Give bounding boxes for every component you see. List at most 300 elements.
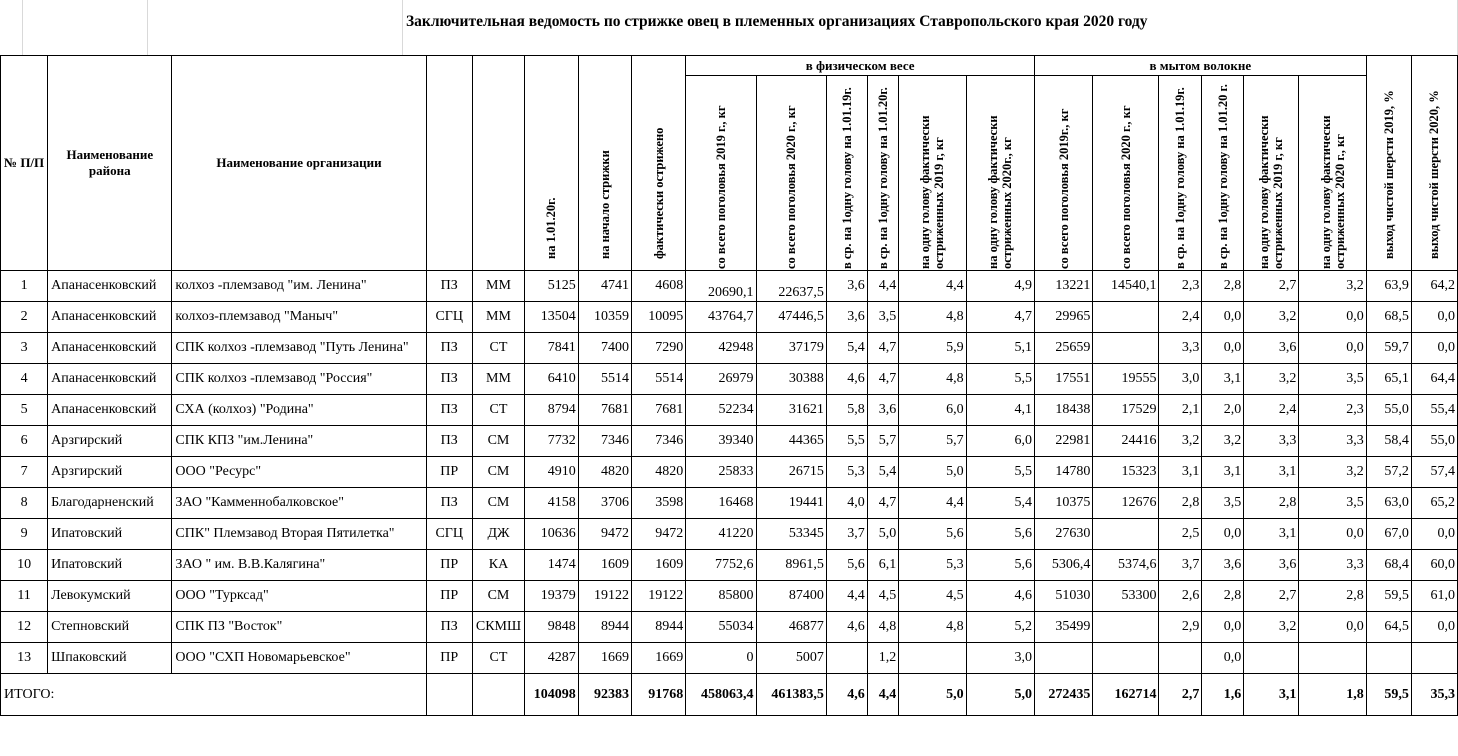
district-cell: Апанасенковский [48, 302, 172, 333]
breed-cell: ДЖ [472, 519, 524, 550]
phys-fact-2019-cell: 4,5 [899, 581, 966, 612]
phys-2019-cell: 16468 [686, 488, 756, 519]
sheared-cell: 8944 [632, 612, 686, 643]
table-row [1, 488, 1458, 519]
phys-avg-2020-cell: 1,2 [867, 643, 899, 674]
on-date-cell: 8794 [525, 395, 579, 426]
phys-fact-2019-cell: 4,8 [899, 612, 966, 643]
type-cell: ПЗ [426, 488, 472, 519]
washed-2020-cell [1093, 519, 1159, 550]
header-washed-5: на одну голову фактически остриженных 2019 г, кг [1244, 76, 1299, 271]
washed-avg-2020-cell: 0,0 [1202, 519, 1244, 550]
table-row [1, 612, 1458, 643]
phys-fact-2020-cell: 4,7 [966, 302, 1034, 333]
yield-2020-cell: 55,4 [1411, 395, 1457, 426]
type-cell: ПЗ [426, 271, 472, 302]
phys-avg-2019-cell: 4,6 [826, 612, 867, 643]
header-at-start: на начало стрижки [578, 56, 631, 271]
washed-avg-2019-cell: 2,1 [1159, 395, 1202, 426]
on-date-cell: 7732 [525, 426, 579, 457]
phys-2020-cell: 26715 [756, 457, 826, 488]
washed-avg-2020-cell: 3,6 [1202, 550, 1244, 581]
at-start-cell: 3706 [578, 488, 631, 519]
phys-2019-cell: 41220 [686, 519, 756, 550]
phys-2019-cell: 39340 [686, 426, 756, 457]
on-date-cell: 4910 [525, 457, 579, 488]
washed-fact-2020-cell: 3,5 [1299, 488, 1366, 519]
washed-2020-cell [1093, 612, 1159, 643]
district-cell: Апанасенковский [48, 364, 172, 395]
at-start-cell: 7346 [578, 426, 631, 457]
phys-2020-cell: 37179 [756, 333, 826, 364]
washed-2020-cell [1093, 333, 1159, 364]
washed-avg-2020-cell: 3,1 [1202, 457, 1244, 488]
at-start-cell: 19122 [578, 581, 631, 612]
header-number: № П/П [1, 56, 48, 271]
total-washed-fact-2020: 1,8 [1299, 674, 1366, 716]
sheared-cell: 5514 [632, 364, 686, 395]
row-number: 8 [1, 488, 48, 519]
yield-2020-cell: 61,0 [1411, 581, 1457, 612]
total-washed-2019: 272435 [1034, 674, 1092, 716]
yield-2019-cell: 57,2 [1366, 457, 1411, 488]
washed-avg-2020-cell: 2,0 [1202, 395, 1244, 426]
washed-avg-2019-cell: 3,2 [1159, 426, 1202, 457]
phys-2020-cell: 8961,5 [756, 550, 826, 581]
phys-avg-2020-cell: 4,7 [867, 333, 899, 364]
row-number: 2 [1, 302, 48, 333]
washed-2019-cell [1034, 643, 1092, 674]
yield-2019-cell: 67,0 [1366, 519, 1411, 550]
washed-2019-cell: 51030 [1034, 581, 1092, 612]
washed-avg-2020-cell: 0,0 [1202, 333, 1244, 364]
total-washed-avg-2020: 1,6 [1202, 674, 1244, 716]
washed-avg-2019-cell [1159, 643, 1202, 674]
row-number: 10 [1, 550, 48, 581]
phys-fact-2020-cell: 3,0 [966, 643, 1034, 674]
total-phys-avg-2020: 4,4 [867, 674, 899, 716]
total-washed-2020: 162714 [1093, 674, 1159, 716]
total-phys-avg-2019: 4,6 [826, 674, 867, 716]
row-number: 12 [1, 612, 48, 643]
phys-2019-cell: 52234 [686, 395, 756, 426]
type-cell: ПЗ [426, 426, 472, 457]
washed-fact-2019-cell: 3,1 [1244, 519, 1299, 550]
washed-avg-2019-cell: 2,8 [1159, 488, 1202, 519]
phys-2020-cell: 22637,5 [756, 271, 826, 302]
row-number: 3 [1, 333, 48, 364]
header-phys-2: со всего поголовья 2020 г., кг [756, 76, 826, 271]
phys-fact-2019-cell: 5,3 [899, 550, 966, 581]
phys-avg-2019-cell [826, 643, 867, 674]
row-number: 9 [1, 519, 48, 550]
organization-cell: колхоз-племзавод "Маныч" [172, 302, 426, 333]
washed-avg-2019-cell: 2,3 [1159, 271, 1202, 302]
washed-fact-2019-cell: 2,7 [1244, 271, 1299, 302]
sheared-cell: 7346 [632, 426, 686, 457]
total-empty-cell [426, 674, 472, 716]
washed-2020-cell: 17529 [1093, 395, 1159, 426]
washed-fact-2020-cell: 2,3 [1299, 395, 1366, 426]
sheared-cell: 4608 [632, 271, 686, 302]
washed-fact-2019-cell: 3,6 [1244, 550, 1299, 581]
total-phys-fact-2019: 5,0 [899, 674, 966, 716]
header-group-physical: в физическом весе [686, 56, 1035, 76]
header-washed-4: в ср. на 1одну голову на 1.01.20 г. [1202, 76, 1244, 271]
header-washed-2: со всего поголовья 2020 г., кг [1093, 76, 1159, 271]
header-breed [472, 56, 524, 271]
on-date-cell: 5125 [525, 271, 579, 302]
on-date-cell: 13504 [525, 302, 579, 333]
row-number: 6 [1, 426, 48, 457]
header-washed-3: в ср. на 1одну голову на 1.01.19г. [1159, 76, 1202, 271]
phys-fact-2019-cell: 4,4 [899, 271, 966, 302]
page-title: Заключительная ведомость по стрижке овец в племенных организациях Ставропольского края 2020 году [406, 13, 1148, 30]
washed-2020-cell: 12676 [1093, 488, 1159, 519]
on-date-cell: 1474 [525, 550, 579, 581]
phys-2020-cell: 53345 [756, 519, 826, 550]
washed-2020-cell: 19555 [1093, 364, 1159, 395]
yield-2019-cell: 68,4 [1366, 550, 1411, 581]
washed-2020-cell: 53300 [1093, 581, 1159, 612]
row-number: 7 [1, 457, 48, 488]
phys-avg-2020-cell: 4,7 [867, 488, 899, 519]
washed-2019-cell: 17551 [1034, 364, 1092, 395]
at-start-cell: 1669 [578, 643, 631, 674]
phys-2020-cell: 30388 [756, 364, 826, 395]
header-type [426, 56, 472, 271]
header-row-top [1, 56, 1458, 76]
phys-avg-2019-cell: 3,6 [826, 302, 867, 333]
washed-2020-cell [1093, 302, 1159, 333]
phys-fact-2019-cell [899, 643, 966, 674]
washed-2020-cell: 14540,1 [1093, 271, 1159, 302]
type-cell: СГЦ [426, 519, 472, 550]
breed-cell: СМ [472, 581, 524, 612]
phys-avg-2019-cell: 5,3 [826, 457, 867, 488]
phys-2020-cell: 5007 [756, 643, 826, 674]
table-row [1, 395, 1458, 426]
header-phys-6: на одну голову фактически остриженных 2020г., кг [966, 76, 1034, 271]
row-number: 11 [1, 581, 48, 612]
washed-avg-2020-cell: 0,0 [1202, 612, 1244, 643]
yield-2020-cell: 55,0 [1411, 426, 1457, 457]
washed-2019-cell: 18438 [1034, 395, 1092, 426]
table-row [1, 302, 1458, 333]
organization-cell: СПК колхоз -племзавод "Путь Ленина" [172, 333, 426, 364]
type-cell: ПЗ [426, 364, 472, 395]
breed-cell: СКМШ [472, 612, 524, 643]
washed-fact-2020-cell: 3,5 [1299, 364, 1366, 395]
washed-2019-cell: 10375 [1034, 488, 1092, 519]
district-cell: Апанасенковский [48, 271, 172, 302]
header-phys-1: со всего поголовья 2019 г., кг [686, 76, 756, 271]
phys-avg-2019-cell: 5,6 [826, 550, 867, 581]
district-cell: Апанасенковский [48, 395, 172, 426]
washed-avg-2019-cell: 2,6 [1159, 581, 1202, 612]
organization-cell: ООО "СХП Новомарьевское" [172, 643, 426, 674]
organization-cell: ООО "Ресурс" [172, 457, 426, 488]
yield-2019-cell: 63,9 [1366, 271, 1411, 302]
washed-2019-cell: 29965 [1034, 302, 1092, 333]
phys-avg-2020-cell: 4,7 [867, 364, 899, 395]
type-cell: ПР [426, 643, 472, 674]
on-date-cell: 4287 [525, 643, 579, 674]
sheared-cell: 3598 [632, 488, 686, 519]
washed-fact-2019-cell: 3,2 [1244, 612, 1299, 643]
total-at-start: 92383 [578, 674, 631, 716]
phys-fact-2019-cell: 5,6 [899, 519, 966, 550]
yield-2020-cell [1411, 643, 1457, 674]
breed-cell: СМ [472, 457, 524, 488]
type-cell: ПР [426, 457, 472, 488]
phys-2019-cell: 26979 [686, 364, 756, 395]
washed-avg-2020-cell: 3,1 [1202, 364, 1244, 395]
yield-2020-cell: 0,0 [1411, 302, 1457, 333]
table-row [1, 364, 1458, 395]
breed-cell: СМ [472, 488, 524, 519]
yield-2019-cell: 58,4 [1366, 426, 1411, 457]
total-row [1, 674, 1458, 716]
phys-2019-cell: 85800 [686, 581, 756, 612]
header-phys-5: на одну голову фактически остриженных 2019 г, кг [899, 76, 966, 271]
district-cell: Левокумский [48, 581, 172, 612]
washed-2020-cell [1093, 643, 1159, 674]
sheared-cell: 9472 [632, 519, 686, 550]
yield-2019-cell: 68,5 [1366, 302, 1411, 333]
phys-fact-2019-cell: 6,0 [899, 395, 966, 426]
phys-fact-2020-cell: 5,5 [966, 457, 1034, 488]
phys-2019-cell: 43764,7 [686, 302, 756, 333]
washed-avg-2019-cell: 3,1 [1159, 457, 1202, 488]
phys-fact-2020-cell: 5,2 [966, 612, 1034, 643]
phys-avg-2020-cell: 4,8 [867, 612, 899, 643]
phys-2019-cell: 7752,6 [686, 550, 756, 581]
at-start-cell: 9472 [578, 519, 631, 550]
on-date-cell: 10636 [525, 519, 579, 550]
yield-2019-cell: 65,1 [1366, 364, 1411, 395]
phys-avg-2019-cell: 3,6 [826, 271, 867, 302]
row-number: 5 [1, 395, 48, 426]
washed-2019-cell: 5306,4 [1034, 550, 1092, 581]
phys-avg-2020-cell: 3,6 [867, 395, 899, 426]
washed-avg-2019-cell: 3,3 [1159, 333, 1202, 364]
phys-2020-cell: 19441 [756, 488, 826, 519]
washed-2019-cell: 35499 [1034, 612, 1092, 643]
header-yield-2019: выход чистой шерсти 2019, % [1366, 56, 1411, 271]
breed-cell: ММ [472, 302, 524, 333]
total-washed-fact-2019: 3,1 [1244, 674, 1299, 716]
washed-2020-cell: 5374,6 [1093, 550, 1159, 581]
phys-avg-2019-cell: 4,0 [826, 488, 867, 519]
breed-cell: ММ [472, 364, 524, 395]
washed-fact-2020-cell [1299, 643, 1366, 674]
washed-fact-2020-cell: 0,0 [1299, 519, 1366, 550]
yield-2020-cell: 64,2 [1411, 271, 1457, 302]
washed-avg-2019-cell: 3,7 [1159, 550, 1202, 581]
phys-2019-cell: 42948 [686, 333, 756, 364]
phys-avg-2020-cell: 5,7 [867, 426, 899, 457]
organization-cell: СПК" Племзавод Вторая Пятилетка" [172, 519, 426, 550]
phys-fact-2019-cell: 4,4 [899, 488, 966, 519]
breed-cell: СТ [472, 395, 524, 426]
organization-cell: колхоз -племзавод "им. Ленина" [172, 271, 426, 302]
breed-cell: СТ [472, 643, 524, 674]
table-row [1, 519, 1458, 550]
total-phys-2020: 461383,5 [756, 674, 826, 716]
on-date-cell: 7841 [525, 333, 579, 364]
washed-fact-2020-cell: 0,0 [1299, 333, 1366, 364]
at-start-cell: 10359 [578, 302, 631, 333]
type-cell: ПР [426, 581, 472, 612]
organization-cell: СПК ПЗ "Восток" [172, 612, 426, 643]
washed-2019-cell: 13221 [1034, 271, 1092, 302]
phys-2019-cell: 20690,1 [686, 271, 756, 302]
sheared-cell: 19122 [632, 581, 686, 612]
district-cell: Ипатовский [48, 519, 172, 550]
yield-2019-cell: 59,7 [1366, 333, 1411, 364]
header-organization: Наименование организации [172, 56, 426, 271]
table-row [1, 457, 1458, 488]
sheared-cell: 7290 [632, 333, 686, 364]
washed-fact-2019-cell: 2,7 [1244, 581, 1299, 612]
yield-2020-cell: 57,4 [1411, 457, 1457, 488]
total-sheared: 91768 [632, 674, 686, 716]
yield-2019-cell: 64,5 [1366, 612, 1411, 643]
at-start-cell: 5514 [578, 364, 631, 395]
header-group-washed: в мытом волокне [1034, 56, 1366, 76]
washed-fact-2020-cell: 3,3 [1299, 550, 1366, 581]
at-start-cell: 7400 [578, 333, 631, 364]
washed-fact-2019-cell: 2,4 [1244, 395, 1299, 426]
phys-fact-2020-cell: 4,6 [966, 581, 1034, 612]
at-start-cell: 7681 [578, 395, 631, 426]
header-washed-6: на одну голову фактически остриженных 2020 г., кг [1299, 76, 1366, 271]
yield-2020-cell: 0,0 [1411, 333, 1457, 364]
washed-2020-cell: 24416 [1093, 426, 1159, 457]
on-date-cell: 6410 [525, 364, 579, 395]
type-cell: ПЗ [426, 612, 472, 643]
yield-2020-cell: 64,4 [1411, 364, 1457, 395]
on-date-cell: 9848 [525, 612, 579, 643]
total-on-date: 104098 [525, 674, 579, 716]
phys-fact-2020-cell: 5,5 [966, 364, 1034, 395]
phys-fact-2019-cell: 5,9 [899, 333, 966, 364]
yield-2020-cell: 65,2 [1411, 488, 1457, 519]
phys-avg-2019-cell: 4,4 [826, 581, 867, 612]
washed-avg-2020-cell: 0,0 [1202, 643, 1244, 674]
header-phys-4: в ср. на 1одну голову на 1.01.20г. [867, 76, 899, 271]
phys-fact-2020-cell: 4,9 [966, 271, 1034, 302]
breed-cell: ММ [472, 271, 524, 302]
washed-fact-2019-cell: 3,3 [1244, 426, 1299, 457]
district-cell: Арзгирский [48, 426, 172, 457]
breed-cell: КА [472, 550, 524, 581]
organization-cell: СПК КПЗ "им.Ленина" [172, 426, 426, 457]
header-district: Наименование района [48, 56, 172, 271]
total-label: ИТОГО: [1, 674, 427, 716]
phys-fact-2020-cell: 5,6 [966, 550, 1034, 581]
sheared-cell: 1669 [632, 643, 686, 674]
phys-avg-2020-cell: 4,5 [867, 581, 899, 612]
washed-avg-2020-cell: 3,2 [1202, 426, 1244, 457]
washed-fact-2019-cell: 3,2 [1244, 302, 1299, 333]
phys-2019-cell: 25833 [686, 457, 756, 488]
shearing-report-table [0, 55, 1458, 716]
phys-avg-2019-cell: 5,4 [826, 333, 867, 364]
washed-avg-2019-cell: 2,5 [1159, 519, 1202, 550]
phys-2019-cell: 0 [686, 643, 756, 674]
washed-fact-2019-cell: 3,2 [1244, 364, 1299, 395]
organization-cell: ЗАО " им. В.В.Калягина" [172, 550, 426, 581]
type-cell: ПЗ [426, 395, 472, 426]
washed-2020-cell: 15323 [1093, 457, 1159, 488]
washed-avg-2020-cell: 2,8 [1202, 581, 1244, 612]
phys-2019-cell: 55034 [686, 612, 756, 643]
at-start-cell: 4820 [578, 457, 631, 488]
organization-cell: ЗАО "Камменнобалковское" [172, 488, 426, 519]
organization-cell: СПК колхоз -племзавод "Россия" [172, 364, 426, 395]
yield-2019-cell: 55,0 [1366, 395, 1411, 426]
sheared-cell: 1609 [632, 550, 686, 581]
type-cell: ПЗ [426, 333, 472, 364]
header-phys-3: в ср. на 1одну голову на 1.01.19г. [826, 76, 867, 271]
table-row [1, 581, 1458, 612]
breed-cell: СТ [472, 333, 524, 364]
organization-cell: СХА (колхоз) "Родина" [172, 395, 426, 426]
yield-2020-cell: 60,0 [1411, 550, 1457, 581]
phys-avg-2019-cell: 5,5 [826, 426, 867, 457]
phys-avg-2019-cell: 3,7 [826, 519, 867, 550]
washed-avg-2019-cell: 2,4 [1159, 302, 1202, 333]
district-cell: Апанасенковский [48, 333, 172, 364]
yield-2019-cell [1366, 643, 1411, 674]
phys-avg-2020-cell: 6,1 [867, 550, 899, 581]
total-phys-2019: 458063,4 [686, 674, 756, 716]
phys-fact-2019-cell: 5,0 [899, 457, 966, 488]
total-washed-avg-2019: 2,7 [1159, 674, 1202, 716]
washed-avg-2020-cell: 0,0 [1202, 302, 1244, 333]
sheared-cell: 7681 [632, 395, 686, 426]
washed-fact-2019-cell: 3,6 [1244, 333, 1299, 364]
yield-2020-cell: 0,0 [1411, 612, 1457, 643]
phys-avg-2020-cell: 5,0 [867, 519, 899, 550]
row-number: 13 [1, 643, 48, 674]
washed-fact-2020-cell: 0,0 [1299, 302, 1366, 333]
phys-avg-2020-cell: 4,4 [867, 271, 899, 302]
at-start-cell: 4741 [578, 271, 631, 302]
washed-fact-2020-cell: 2,8 [1299, 581, 1366, 612]
on-date-cell: 4158 [525, 488, 579, 519]
washed-fact-2020-cell: 3,3 [1299, 426, 1366, 457]
row-number: 4 [1, 364, 48, 395]
header-yield-2020: выход чистой шерсти 2020, % [1411, 56, 1457, 271]
header-on-date: на 1.01.20г. [525, 56, 579, 271]
phys-fact-2019-cell: 4,8 [899, 364, 966, 395]
phys-avg-2020-cell: 3,5 [867, 302, 899, 333]
total-empty-cell [472, 674, 524, 716]
yield-2019-cell: 59,5 [1366, 581, 1411, 612]
washed-2019-cell: 14780 [1034, 457, 1092, 488]
phys-avg-2019-cell: 4,6 [826, 364, 867, 395]
sheared-cell: 4820 [632, 457, 686, 488]
header-washed-1: со всего поголовья 2019г., кг [1034, 76, 1092, 271]
header-sheared: фактически острижено [632, 56, 686, 271]
table-row [1, 643, 1458, 674]
at-start-cell: 8944 [578, 612, 631, 643]
phys-avg-2019-cell: 5,8 [826, 395, 867, 426]
phys-fact-2020-cell: 5,6 [966, 519, 1034, 550]
